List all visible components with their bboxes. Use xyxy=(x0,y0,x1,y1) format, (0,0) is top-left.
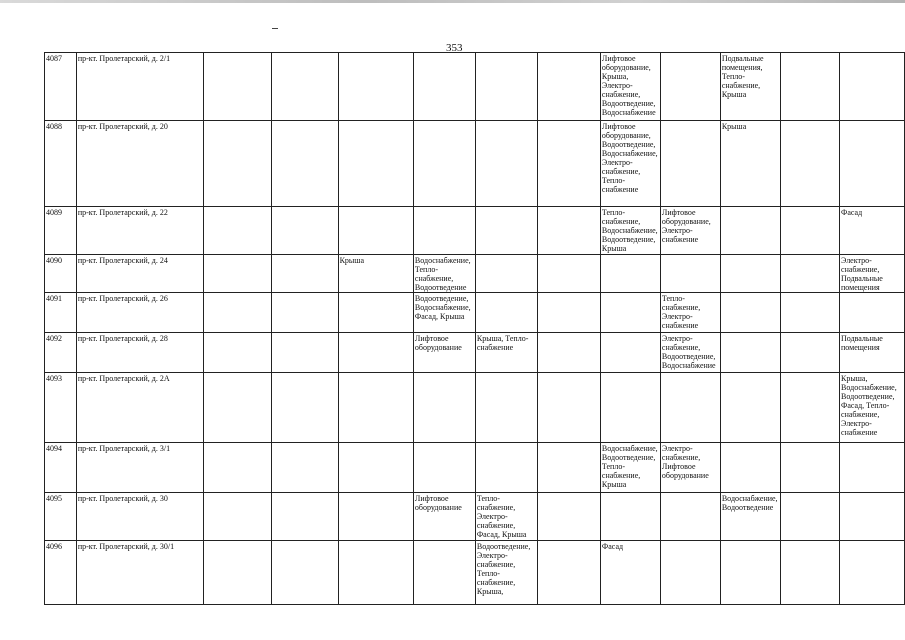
work-cell xyxy=(600,207,660,255)
work-cell xyxy=(660,121,720,207)
table-row xyxy=(45,255,905,293)
work-list: Водоотведение, Водоснабжение, Фасад, Крыша xyxy=(414,294,471,321)
work-cell xyxy=(600,121,660,207)
work-list: Фасад xyxy=(601,542,624,551)
work-cell xyxy=(780,541,839,605)
work-cell xyxy=(600,493,660,541)
work-cell xyxy=(537,443,600,493)
work-cell xyxy=(600,373,660,443)
work-list: Лифтовое оборудование xyxy=(414,494,462,512)
work-cell xyxy=(413,121,475,207)
address-cell: пр-кт. Пролетарский, д. 20 xyxy=(76,121,204,207)
work-list: Лифтовое оборудование, Электро- снабжение xyxy=(661,208,711,244)
scan-edge xyxy=(0,0,905,3)
work-cell xyxy=(475,121,537,207)
work-list: Водоотведение, Электро- снабжение, Тепло- снабжение, Крыша, xyxy=(476,542,531,596)
work-cell xyxy=(413,333,475,373)
stray-mark xyxy=(272,28,278,29)
work-cell xyxy=(271,53,338,121)
work-cell xyxy=(720,493,780,541)
work-cell xyxy=(204,293,271,333)
work-cell xyxy=(780,53,839,121)
record-number: 4088 xyxy=(45,121,77,207)
table-row xyxy=(45,207,905,255)
table-row xyxy=(45,333,905,373)
work-cell xyxy=(537,207,600,255)
record-number: 4089 xyxy=(45,207,77,255)
table-row xyxy=(45,53,905,121)
work-cell xyxy=(840,121,905,207)
work-cell xyxy=(780,373,839,443)
work-cell xyxy=(537,293,600,333)
work-cell xyxy=(720,373,780,443)
work-cell xyxy=(204,541,271,605)
record-number: 4093 xyxy=(45,373,77,443)
work-cell xyxy=(204,373,271,443)
work-cell xyxy=(600,293,660,333)
table-row xyxy=(45,493,905,541)
work-cell xyxy=(204,333,271,373)
work-cell xyxy=(338,443,413,493)
work-cell xyxy=(537,373,600,443)
work-cell xyxy=(338,373,413,443)
work-cell xyxy=(600,333,660,373)
work-cell xyxy=(413,53,475,121)
work-list: Крыша xyxy=(721,122,747,131)
work-cell xyxy=(338,255,413,293)
work-cell xyxy=(413,255,475,293)
work-cell xyxy=(338,333,413,373)
record-number: 4092 xyxy=(45,333,77,373)
work-cell xyxy=(271,541,338,605)
address-cell: пр-кт. Пролетарский, д. 2/1 xyxy=(76,53,204,121)
work-cell xyxy=(475,255,537,293)
work-list: Подвальные помещения, Тепло- снабжение, Крыша xyxy=(721,54,764,99)
work-cell xyxy=(338,293,413,333)
work-cell xyxy=(475,293,537,333)
work-cell xyxy=(660,207,720,255)
record-number: 4094 xyxy=(45,443,77,493)
work-cell xyxy=(413,293,475,333)
work-cell xyxy=(840,293,905,333)
table-row xyxy=(45,293,905,333)
work-cell xyxy=(840,443,905,493)
table-row xyxy=(45,541,905,605)
address-cell: пр-кт. Пролетарский, д. 24 xyxy=(76,255,204,293)
work-cell xyxy=(475,373,537,443)
work-list: Электро- снабжение, Подвальные помещения xyxy=(841,256,883,292)
work-cell xyxy=(720,443,780,493)
address-cell: пр-кт. Пролетарский, д. 30 xyxy=(76,493,204,541)
work-cell xyxy=(537,121,600,207)
work-list: Водоснабжение, Водоотведение, Тепло- снабжение, Крыша xyxy=(601,444,658,489)
work-cell xyxy=(840,255,905,293)
work-cell xyxy=(271,207,338,255)
work-cell xyxy=(600,53,660,121)
work-cell xyxy=(271,373,338,443)
work-cell xyxy=(840,333,905,373)
work-cell xyxy=(537,53,600,121)
work-cell xyxy=(780,121,839,207)
address-cell: пр-кт. Пролетарский, д. 30/1 xyxy=(76,541,204,605)
work-cell xyxy=(720,121,780,207)
work-cell xyxy=(780,207,839,255)
work-cell xyxy=(660,373,720,443)
work-cell xyxy=(600,443,660,493)
table-row xyxy=(45,443,905,493)
work-cell xyxy=(600,255,660,293)
record-number: 4096 xyxy=(45,541,77,605)
work-list: Крыша xyxy=(339,256,365,265)
work-cell xyxy=(780,293,839,333)
registry-table xyxy=(44,52,905,605)
work-cell xyxy=(475,333,537,373)
address-cell: пр-кт. Пролетарский, д. 26 xyxy=(76,293,204,333)
work-cell xyxy=(720,255,780,293)
work-cell xyxy=(475,493,537,541)
work-list: Крыша, Водоснабжение, Водоотведение, Фасад, Тепло- снабжение, Электро- снабжение xyxy=(841,374,897,437)
work-cell xyxy=(600,541,660,605)
work-cell xyxy=(720,333,780,373)
work-cell xyxy=(338,53,413,121)
work-cell xyxy=(271,255,338,293)
record-number: 4091 xyxy=(45,293,77,333)
work-list: Лифтовое оборудование, Крыша, Электро- снабжение, Водоотведение, Водоснабжение xyxy=(601,54,656,117)
work-cell xyxy=(338,493,413,541)
work-list: Водоснабжение, Тепло- снабжение, Водоотведение xyxy=(414,256,471,292)
work-cell xyxy=(204,53,271,121)
work-cell xyxy=(204,493,271,541)
work-list: Тепло- снабжение, Электро- снабжение xyxy=(661,294,701,330)
work-cell xyxy=(204,443,271,493)
work-list: Лифтовое оборудование xyxy=(414,334,462,352)
work-cell xyxy=(720,293,780,333)
work-list: Электро- снабжение, Водоотведение, Водоснабжение xyxy=(661,334,716,370)
work-cell xyxy=(537,541,600,605)
address-cell: пр-кт. Пролетарский, д. 22 xyxy=(76,207,204,255)
work-cell xyxy=(537,333,600,373)
work-cell xyxy=(537,493,600,541)
work-cell xyxy=(338,207,413,255)
work-cell xyxy=(537,255,600,293)
work-cell xyxy=(840,541,905,605)
work-cell xyxy=(204,255,271,293)
work-cell xyxy=(413,207,475,255)
work-cell xyxy=(780,493,839,541)
work-cell xyxy=(720,207,780,255)
work-cell xyxy=(660,255,720,293)
page-number: 353 xyxy=(446,42,463,54)
work-list: Тепло- снабжение, Электро- снабжение, Фасад, Крыша xyxy=(476,494,527,539)
record-number: 4090 xyxy=(45,255,77,293)
work-cell xyxy=(338,541,413,605)
table-row xyxy=(45,373,905,443)
work-cell xyxy=(780,255,839,293)
work-cell xyxy=(840,373,905,443)
work-list: Лифтовое оборудование, Водоотведение, Водоснабжение, Электро- снабжение, Тепло- снабжение xyxy=(601,122,658,194)
work-cell xyxy=(271,121,338,207)
work-cell xyxy=(204,121,271,207)
work-cell xyxy=(840,493,905,541)
table-row xyxy=(45,121,905,207)
work-cell xyxy=(475,443,537,493)
work-list: Подвальные помещения xyxy=(841,334,883,352)
work-cell xyxy=(660,293,720,333)
work-cell xyxy=(780,333,839,373)
work-cell xyxy=(780,443,839,493)
work-cell xyxy=(660,541,720,605)
work-cell xyxy=(271,443,338,493)
work-cell xyxy=(475,207,537,255)
work-cell xyxy=(840,53,905,121)
work-cell xyxy=(413,373,475,443)
record-number: 4087 xyxy=(45,53,77,121)
work-cell xyxy=(413,541,475,605)
address-cell: пр-кт. Пролетарский, д. 28 xyxy=(76,333,204,373)
work-cell xyxy=(475,53,537,121)
record-number: 4095 xyxy=(45,493,77,541)
work-cell xyxy=(475,541,537,605)
work-cell xyxy=(204,207,271,255)
work-list: Фасад xyxy=(841,208,863,217)
work-cell xyxy=(720,541,780,605)
work-cell xyxy=(660,333,720,373)
work-cell xyxy=(271,493,338,541)
work-cell xyxy=(271,333,338,373)
work-cell xyxy=(720,53,780,121)
work-cell xyxy=(660,53,720,121)
work-cell xyxy=(660,493,720,541)
work-cell xyxy=(413,493,475,541)
work-cell xyxy=(338,121,413,207)
work-cell xyxy=(413,443,475,493)
work-list: Крыша, Тепло- снабжение xyxy=(476,334,529,352)
work-cell xyxy=(840,207,905,255)
work-cell xyxy=(271,293,338,333)
address-cell: пр-кт. Пролетарский, д. 3/1 xyxy=(76,443,204,493)
work-list: Тепло- снабжение, Водоснабжение, Водоотведение, Крыша xyxy=(601,208,658,253)
work-list: Электро- снабжение, Лифтовое оборудование xyxy=(661,444,709,480)
address-cell: пр-кт. Пролетарский, д. 2А xyxy=(76,373,204,443)
work-cell xyxy=(660,443,720,493)
work-list: Водоснабжение, Водоотведение xyxy=(721,494,778,512)
